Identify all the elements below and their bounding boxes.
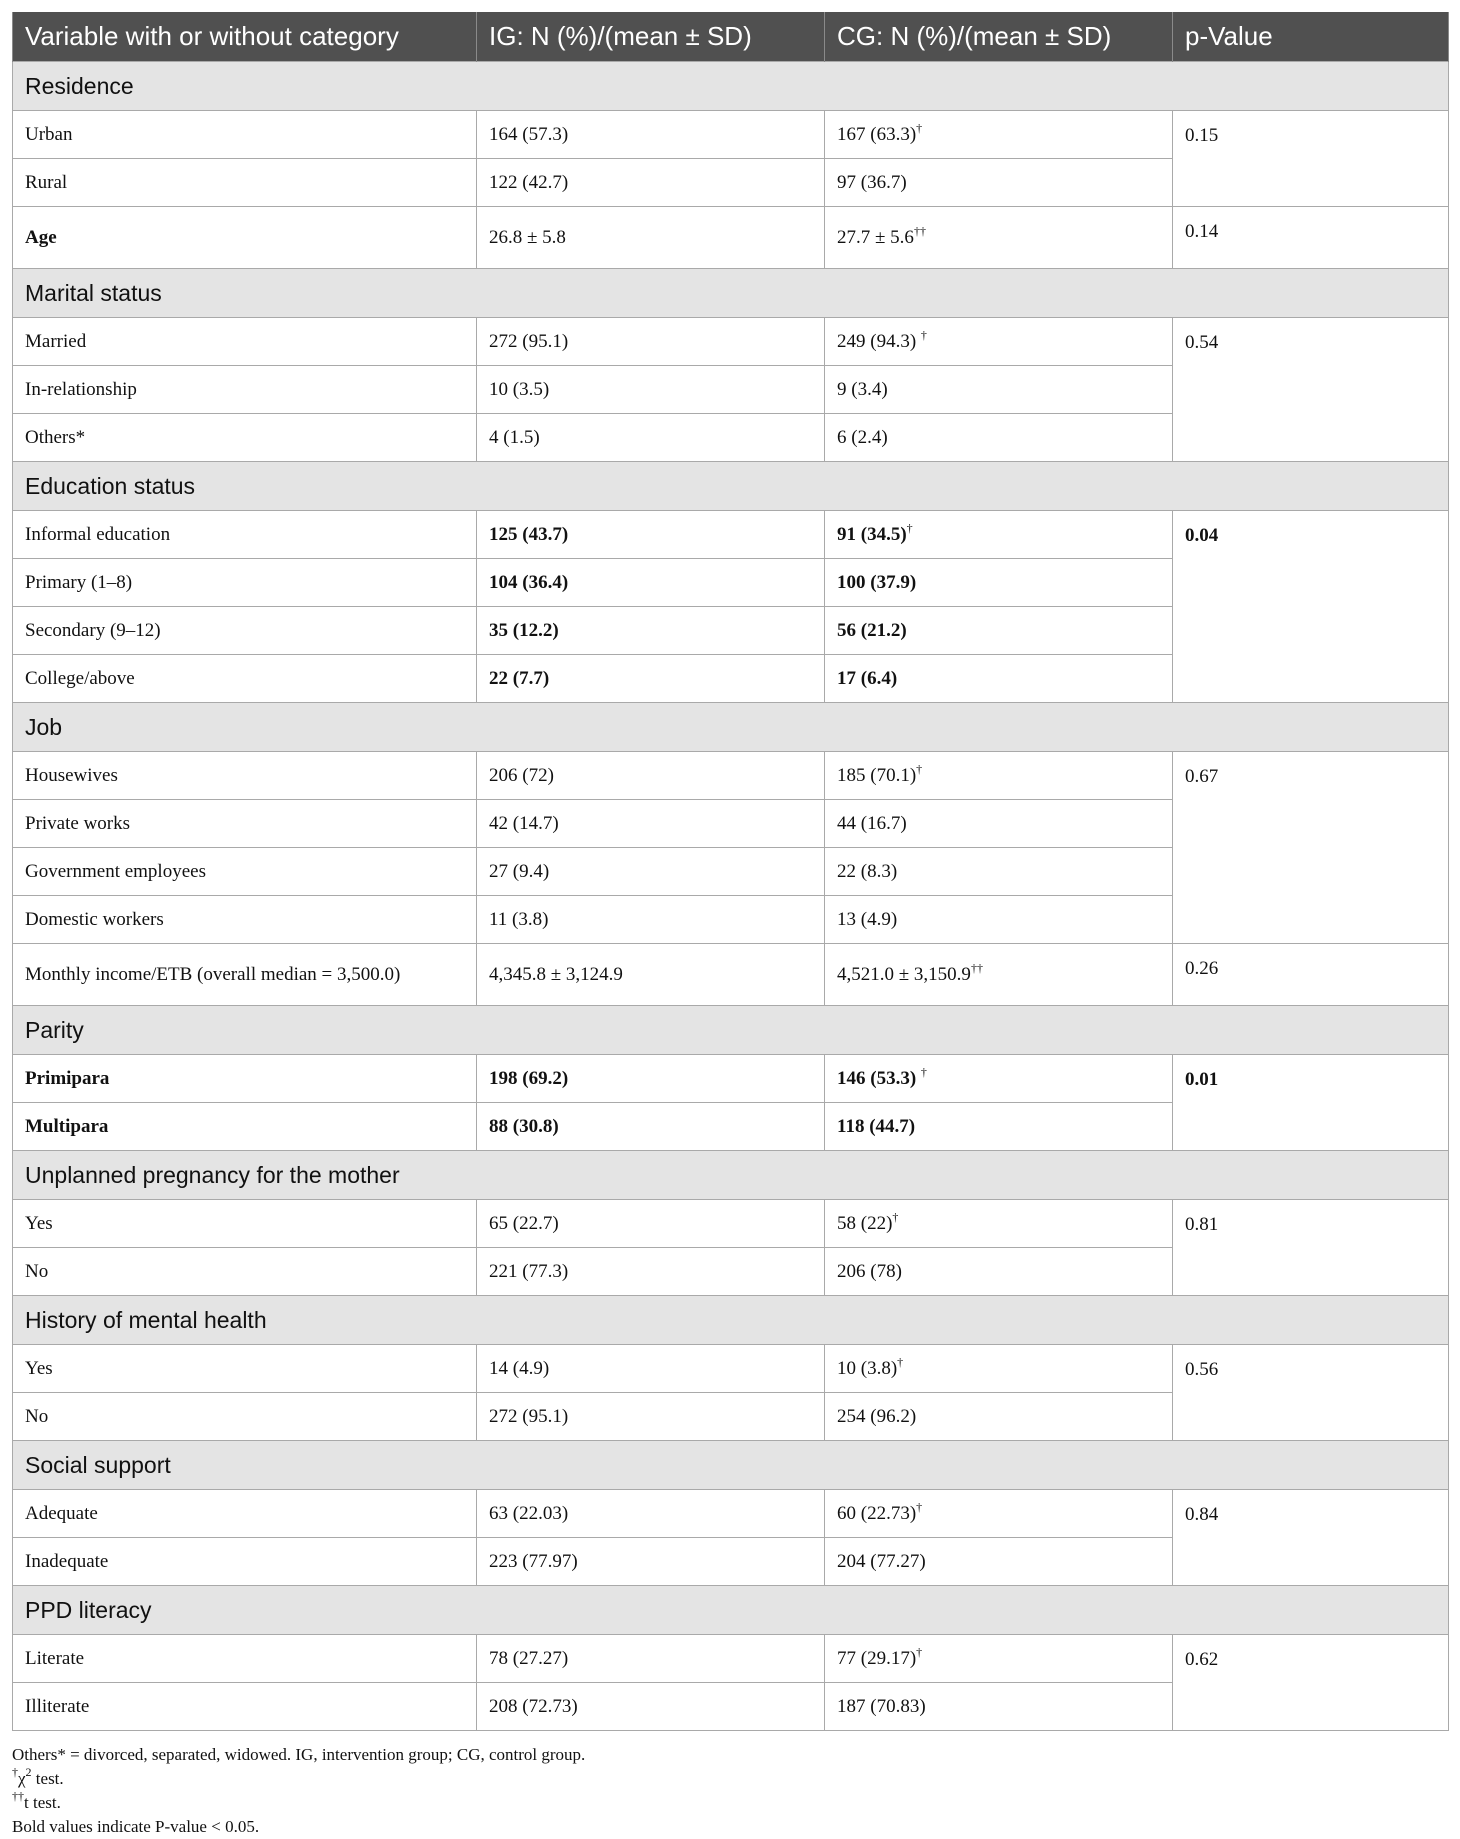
test-marker: † — [892, 1209, 899, 1224]
p-value-cell: 0.04 — [1173, 511, 1449, 703]
cg-value-cell — [825, 1055, 1173, 1103]
cg-value-cell — [825, 1345, 1173, 1393]
footnote-chi-mark: † — [12, 1765, 18, 1779]
header-cg: CG: N (%)/(mean ± SD) — [825, 12, 1173, 62]
cg-value: 9 (3.4) — [837, 378, 888, 400]
cg-value-cell — [825, 1538, 1173, 1586]
footnote-t-test — [12, 1791, 1448, 1815]
section-label: Residence — [13, 62, 1449, 111]
test-marker: †† — [970, 960, 983, 975]
cg-value: 185 (70.1) — [837, 764, 917, 786]
variable-cell: No — [13, 1248, 477, 1296]
ig-value-cell: 4 (1.5) — [477, 414, 825, 462]
variable-cell: Inadequate — [13, 1538, 477, 1586]
variable-cell: In-relationship — [13, 366, 477, 414]
p-value-cell: 0.56 — [1173, 1345, 1449, 1441]
table-row — [13, 318, 1449, 366]
section-label: Job — [13, 703, 1449, 752]
cg-value: 27.7 ± 5.6 — [837, 226, 914, 248]
p-value-cell: 0.84 — [1173, 1490, 1449, 1586]
variable-cell: Literate — [13, 1635, 477, 1683]
footnote-chi-exponent: 2 — [25, 1765, 32, 1779]
cg-value: 254 (96.2) — [837, 1405, 917, 1427]
table-row — [13, 1055, 1449, 1103]
p-value-cell: 0.67 — [1173, 752, 1449, 944]
cg-value: 44 (16.7) — [837, 812, 907, 834]
cg-value-cell — [825, 607, 1173, 655]
ig-value-cell: 14 (4.9) — [477, 1345, 825, 1393]
header-p-value: p-Value — [1173, 12, 1449, 62]
variable-cell: Married — [13, 318, 477, 366]
cg-value: 22 (8.3) — [837, 860, 898, 882]
cg-value-cell — [825, 1103, 1173, 1151]
variable-cell: Illiterate — [13, 1683, 477, 1731]
variable-cell: College/above — [13, 655, 477, 703]
p-value-cell: 0.81 — [1173, 1200, 1449, 1296]
variable-cell: Multipara — [13, 1103, 477, 1151]
section-label: Unplanned pregnancy for the mother — [13, 1151, 1449, 1200]
cg-value-cell — [825, 511, 1173, 559]
table-row — [13, 1490, 1449, 1538]
p-value-cell: 0.14 — [1173, 207, 1449, 269]
ig-value-cell: 208 (72.73) — [477, 1683, 825, 1731]
p-value-cell: 0.54 — [1173, 318, 1449, 462]
cg-value-cell — [825, 800, 1173, 848]
test-marker: † — [920, 327, 927, 342]
demographics-table — [12, 12, 1449, 1731]
test-marker: † — [897, 1354, 904, 1369]
ig-value-cell: 10 (3.5) — [477, 366, 825, 414]
test-marker: † — [916, 1499, 923, 1514]
cg-value: 60 (22.73) — [837, 1502, 917, 1524]
cg-value-cell — [825, 1393, 1173, 1441]
cg-value-cell — [825, 366, 1173, 414]
ig-value-cell: 22 (7.7) — [477, 655, 825, 703]
variable-cell: Age — [13, 207, 477, 269]
variable-cell: No — [13, 1393, 477, 1441]
ig-value-cell: 198 (69.2) — [477, 1055, 825, 1103]
ig-value-cell: 42 (14.7) — [477, 800, 825, 848]
cg-value: 187 (70.83) — [837, 1695, 926, 1717]
ig-value-cell: 78 (27.27) — [477, 1635, 825, 1683]
variable-cell: Primary (1–8) — [13, 559, 477, 607]
cg-value-cell — [825, 159, 1173, 207]
section-row — [13, 1151, 1449, 1200]
section-label: Marital status — [13, 269, 1449, 318]
table-row — [13, 1635, 1449, 1683]
footnote-chi-symbol: χ — [18, 1769, 26, 1788]
table-row — [13, 944, 1449, 1006]
cg-value: 146 (53.3) — [837, 1067, 921, 1089]
cg-value: 77 (29.17) — [837, 1647, 917, 1669]
variable-cell: Secondary (9–12) — [13, 607, 477, 655]
variable-cell: Housewives — [13, 752, 477, 800]
test-marker: † — [906, 520, 913, 535]
footnote-chi-rest: test. — [31, 1769, 64, 1788]
cg-value-cell — [825, 1683, 1173, 1731]
table-footnotes — [12, 1743, 1448, 1839]
cg-value-cell — [825, 752, 1173, 800]
cg-value: 206 (78) — [837, 1260, 902, 1282]
table-row — [13, 752, 1449, 800]
cg-value-cell — [825, 111, 1173, 159]
variable-cell: Urban — [13, 111, 477, 159]
variable-cell: Government employees — [13, 848, 477, 896]
variable-cell: Private works — [13, 800, 477, 848]
ig-value-cell: 221 (77.3) — [477, 1248, 825, 1296]
variable-cell: Rural — [13, 159, 477, 207]
test-marker: † — [916, 120, 923, 135]
ig-value-cell: 27 (9.4) — [477, 848, 825, 896]
section-row — [13, 62, 1449, 111]
ig-value-cell: 164 (57.3) — [477, 111, 825, 159]
variable-cell: Yes — [13, 1200, 477, 1248]
test-marker: †† — [913, 223, 926, 238]
cg-value: 17 (6.4) — [837, 667, 898, 689]
section-row — [13, 703, 1449, 752]
cg-value: 97 (36.7) — [837, 171, 907, 193]
section-row — [13, 1586, 1449, 1635]
section-row — [13, 1006, 1449, 1055]
cg-value-cell — [825, 1200, 1173, 1248]
variable-cell: Domestic workers — [13, 896, 477, 944]
ig-value-cell: 206 (72) — [477, 752, 825, 800]
test-marker: † — [920, 1064, 927, 1079]
test-marker: † — [916, 761, 923, 776]
table-row — [13, 111, 1449, 159]
cg-value: 91 (34.5) — [837, 523, 907, 545]
ig-value-cell: 122 (42.7) — [477, 159, 825, 207]
ig-value-cell: 11 (3.8) — [477, 896, 825, 944]
cg-value-cell — [825, 896, 1173, 944]
cg-value: 4,521.0 ± 3,150.9 — [837, 963, 971, 985]
variable-cell: Monthly income/ETB (overall median = 3,500.0) — [13, 944, 477, 1006]
header-variable: Variable with or without category — [13, 12, 477, 62]
cg-value: 100 (37.9) — [837, 571, 917, 593]
cg-value: 249 (94.3) — [837, 330, 921, 352]
footnote-others: Others* = divorced, separated, widowed. IG, intervention group; CG, control group. — [12, 1745, 586, 1764]
section-label: History of mental health — [13, 1296, 1449, 1345]
cg-value-cell — [825, 559, 1173, 607]
section-label: Education status — [13, 462, 1449, 511]
ig-value-cell: 104 (36.4) — [477, 559, 825, 607]
section-label: PPD literacy — [13, 1586, 1449, 1635]
variable-cell: Others* — [13, 414, 477, 462]
ig-value-cell: 63 (22.03) — [477, 1490, 825, 1538]
p-value-cell: 0.26 — [1173, 944, 1449, 1006]
section-row — [13, 269, 1449, 318]
cg-value-cell — [825, 848, 1173, 896]
cg-value-cell — [825, 1490, 1173, 1538]
variable-cell: Adequate — [13, 1490, 477, 1538]
cg-value: 118 (44.7) — [837, 1115, 916, 1137]
cg-value: 6 (2.4) — [837, 426, 888, 448]
footnote-t-mark: †† — [12, 1789, 24, 1803]
ig-value-cell: 223 (77.97) — [477, 1538, 825, 1586]
cg-value: 56 (21.2) — [837, 619, 907, 641]
ig-value-cell: 272 (95.1) — [477, 1393, 825, 1441]
footnote-bold-note: Bold values indicate P-value < 0.05. — [12, 1817, 260, 1836]
cg-value: 204 (77.27) — [837, 1550, 926, 1572]
p-value-cell: 0.01 — [1173, 1055, 1449, 1151]
table-row — [13, 1200, 1449, 1248]
test-marker: † — [916, 1644, 923, 1659]
cg-value-cell — [825, 414, 1173, 462]
ig-value-cell: 125 (43.7) — [477, 511, 825, 559]
variable-cell: Informal education — [13, 511, 477, 559]
table-row — [13, 207, 1449, 269]
cg-value-cell — [825, 318, 1173, 366]
ig-value-cell: 88 (30.8) — [477, 1103, 825, 1151]
footnote-t-text: t test. — [24, 1793, 61, 1812]
p-value-cell: 0.62 — [1173, 1635, 1449, 1731]
variable-cell: Yes — [13, 1345, 477, 1393]
table-row — [13, 511, 1449, 559]
cg-value: 167 (63.3) — [837, 123, 917, 145]
variable-cell: Primipara — [13, 1055, 477, 1103]
header-row — [13, 12, 1449, 62]
header-ig: IG: N (%)/(mean ± SD) — [477, 12, 825, 62]
ig-value-cell: 4,345.8 ± 3,124.9 — [477, 944, 825, 1006]
ig-value-cell: 35 (12.2) — [477, 607, 825, 655]
section-label: Social support — [13, 1441, 1449, 1490]
cg-value-cell — [825, 655, 1173, 703]
table-container — [12, 12, 1448, 1839]
ig-value-cell: 26.8 ± 5.8 — [477, 207, 825, 269]
cg-value: 58 (22) — [837, 1212, 893, 1234]
ig-value-cell: 65 (22.7) — [477, 1200, 825, 1248]
section-row — [13, 462, 1449, 511]
section-label: Parity — [13, 1006, 1449, 1055]
table-row — [13, 1345, 1449, 1393]
cg-value-cell — [825, 1248, 1173, 1296]
ig-value-cell: 272 (95.1) — [477, 318, 825, 366]
cg-value-cell — [825, 944, 1173, 1006]
cg-value: 10 (3.8) — [837, 1357, 898, 1379]
table-body — [13, 62, 1449, 1731]
section-row — [13, 1296, 1449, 1345]
cg-value-cell — [825, 1635, 1173, 1683]
cg-value-cell — [825, 207, 1173, 269]
p-value-cell: 0.15 — [1173, 111, 1449, 207]
section-row — [13, 1441, 1449, 1490]
cg-value: 13 (4.9) — [837, 908, 898, 930]
footnote-chi-square — [12, 1767, 1448, 1791]
